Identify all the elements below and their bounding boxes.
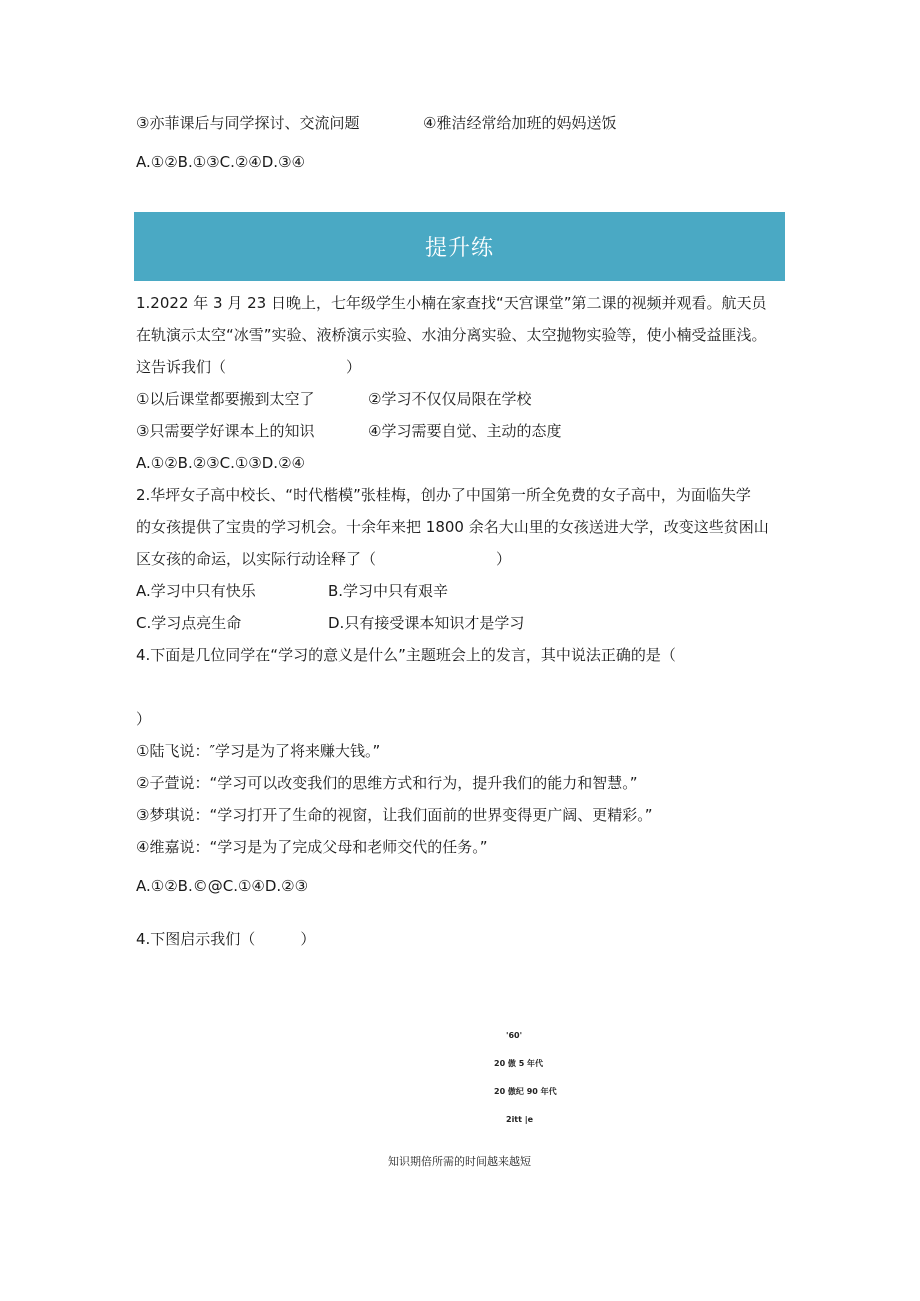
q3-option-2: ②子萱说：“学习可以改变我们的思维方式和行为，提升我们的能力和智慧。” — [136, 774, 638, 792]
q2-option-a: A.学习中只有快乐 — [136, 582, 256, 600]
q2-option-b: B.学习中只有艰辛 — [328, 582, 449, 600]
q1-stem-line2: 在轨演示太空“冰雪”实验、液桥演示实验、水油分离实验、太空抛物实验等，使小楠受益匪浅。 — [136, 326, 767, 344]
q2-option-d: D.只有接受课本知识才是学习 — [328, 614, 525, 632]
q2-stem-line2: 的女孩提供了宝贵的学习机会。十余年来把 1800 余名大山里的女孩送进大学，改变这些贫困山 — [136, 518, 769, 536]
q3-choices: A.①②B.©@C.①④D.②③ — [136, 877, 309, 895]
section-banner — [134, 212, 785, 281]
q1-option-4: ④学习需要自觉、主动的态度 — [368, 422, 562, 440]
figure-label-3: 20 傲纪 90 年代 — [494, 1087, 557, 1096]
q1-options-row2 — [136, 421, 562, 441]
q1-option-3: ③只需要学好课本上的知识 — [136, 422, 315, 440]
prev-option-4: ④雅洁经常给加班的妈妈送饭 — [423, 114, 617, 132]
q1-choices: A.①②B.②③C.①③D.②④ — [136, 454, 305, 472]
figure-caption: 知识期倍所需的时间越来越短 — [388, 1155, 531, 1168]
q2-options-row2 — [136, 613, 525, 633]
prev-question-options-row — [136, 113, 617, 133]
q1-option-1: ①以后课堂都要搬到太空了 — [136, 390, 315, 408]
q2-options-row1 — [136, 581, 449, 601]
q1-options-row1 — [136, 389, 532, 409]
q4-stem: 4.下图启示我们（ ） — [136, 930, 316, 948]
q3-option-4: ④维嘉说：“学习是为了完成父母和老师交代的任务。” — [136, 838, 488, 856]
prev-question-choices: A.①②B.①③C.②④D.③④ — [136, 153, 305, 171]
figure-label-1: '60' — [506, 1031, 523, 1040]
figure-label-2: 20 傲 5 年代 — [494, 1059, 544, 1068]
q1-stem-line3: 这告诉我们（ ） — [136, 358, 362, 376]
q2-stem-line1: 2.华坪女子高中校长、“时代楷模”张桂梅，创办了中国第一所全免费的女子高中，为面临失学 — [136, 486, 751, 504]
q2-stem-line3: 区女孩的命运，以实际行动诠释了（ ） — [136, 550, 512, 568]
q2-option-c: C.学习点亮生命 — [136, 614, 242, 632]
q3-stem-line2: ） — [136, 710, 152, 728]
figure-label-4: 2itt |e — [506, 1115, 534, 1124]
section-title: 提升练 — [424, 236, 494, 261]
q1-stem-line1: 1.2022 年 3 月 23 日晚上，七年级学生小楠在家查找“天宫课堂”第二课的视频并观看。航天员 — [136, 294, 767, 312]
prev-option-3: ③亦菲课后与同学探讨、交流问题 — [136, 114, 360, 132]
q3-option-1: ①陆飞说：″学习是为了将来赚大钱。” — [136, 742, 381, 760]
q3-stem-line1: 4.下面是几位同学在“学习的意义是什么”主题班会上的发言，其中说法正确的是（ — [136, 646, 676, 664]
q1-option-2: ②学习不仅仅局限在学校 — [368, 390, 532, 408]
q3-option-3: ③梦琪说：“学习打开了生命的视窗，让我们面前的世界变得更广阔、更精彩。” — [136, 806, 653, 824]
